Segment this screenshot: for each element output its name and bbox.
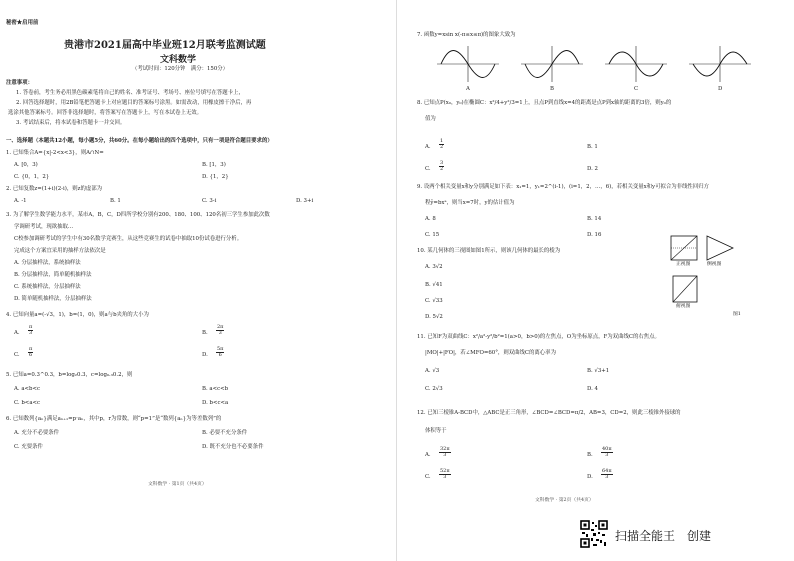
q7-graph-d bbox=[689, 46, 751, 82]
right-footer: 文科数学 · 第2页（共4页） bbox=[535, 498, 594, 503]
exam-subtitle: 文科数学 bbox=[160, 55, 197, 65]
q12-line-2: 体积等于 bbox=[425, 428, 447, 434]
q7-graphs bbox=[437, 44, 767, 90]
q7-graph-a bbox=[437, 46, 499, 82]
exam-info: （考试时间：120分钟 满分：150分） bbox=[132, 66, 229, 72]
q11-line-2: |MO|+|FO|，若∠MFO=60°，则双曲线C的离心率为 bbox=[425, 350, 556, 356]
q5-option-a: A. a<b<c bbox=[14, 386, 41, 392]
q10-stem: 10. 某几何体的三视图如图1所示，则该几何体的最长的棱为 bbox=[417, 248, 561, 254]
q4-option-b: B. bbox=[202, 330, 208, 336]
q4-option-a: A. bbox=[14, 330, 20, 336]
q10-option-c: C. √33 bbox=[425, 298, 443, 304]
q11-option-b: B. √3+1 bbox=[587, 368, 610, 374]
secret-mark: 秘密★启用前 bbox=[6, 20, 39, 26]
left-footer: 文科数学 · 第1页（共4页） bbox=[148, 482, 207, 487]
note-1: 1. 答卷前，考生务必用黑色碳素笔将自己的姓名、准考证号、考场号、座位号填写在答题卡上， bbox=[16, 90, 244, 96]
notes-heading: 注意事项： bbox=[6, 80, 33, 86]
q6-option-b: B. 必要不充分条件 bbox=[202, 430, 248, 436]
q5-option-d: D. b<c<a bbox=[202, 400, 229, 406]
q3-option-d: D. 简单随机抽样法，分层抽样法 bbox=[14, 296, 92, 302]
note-2-cont: 选涂其他答案标号。回答非选择题时，将答案写在答题卡上，写在本试卷上无效。 bbox=[8, 110, 203, 116]
q8-fraction-c: $\frac{3}{2}$ bbox=[440, 160, 444, 172]
q11-stem: 11. 已知F为双曲线C：x²/a²-y²/b²=1(a>0，b>0)的左焦点，O为坐标原点，F为双曲线C的右焦点。 bbox=[417, 334, 660, 340]
q4-option-d: D. bbox=[202, 352, 208, 358]
q6-option-a: A. 充分不必要条件 bbox=[14, 430, 60, 436]
q3-option-a: A. 分层抽样法，系统抽样法 bbox=[14, 260, 81, 266]
q12-option-c: C. bbox=[425, 474, 431, 480]
q6-option-c: C. 充要条件 bbox=[14, 444, 43, 450]
q3-line-2: 学调研考试，现欲抽取... bbox=[14, 224, 74, 230]
q12-fraction-b: $\frac{40\pi}{3}$ bbox=[602, 446, 612, 458]
q1-option-c: C. {0，1，2} bbox=[14, 174, 50, 180]
q9-stem: 9. 设两个相关变量x和y分别满足如下表：x₁=1，y₁=2^(i-1)，(i=1，2，…，6)，若相关变量x和y可拟合为非线性回归方 bbox=[417, 184, 709, 190]
q10-view-top: 俯视图 bbox=[676, 304, 691, 309]
q9-option-d: D. 16 bbox=[587, 232, 602, 238]
q2-option-c: C. 3-i bbox=[202, 198, 217, 204]
q1-option-a: A. [0，3) bbox=[14, 162, 38, 168]
q4-fraction-b: $\frac{2\pi}{3}$ bbox=[217, 324, 224, 336]
q10-option-b: B. √41 bbox=[425, 282, 443, 288]
q7-graph-b bbox=[521, 46, 583, 82]
q8-fraction-a: $\frac{1}{2}$ bbox=[440, 138, 444, 150]
q9-option-c: C. 15 bbox=[425, 232, 440, 238]
q8-stem: 8. 已知点P(x₀，y₀)在椭圆C：x²/4+y²/3=1上，且点P到直线x=4的距离是点P到x轴的距离的3倍，则y₀的 bbox=[417, 100, 672, 106]
q3-stem: 3. 为了解学生数学能力水平，某市A，B，C，D四所学校分别有200、180、100、120名初三学生参加此次数 bbox=[6, 212, 270, 218]
scanner-brand-label: 扫描全能王 创建 bbox=[615, 529, 712, 543]
q3-line-4: 完成这个方案宜采用的抽样方法依次是 bbox=[14, 248, 106, 254]
q5-option-c: C. b<a<c bbox=[14, 400, 41, 406]
q2-stem: 2. 已知复数z=(1+i)(2-i)，则z的虚部为 bbox=[6, 186, 103, 192]
q6-stem: 6. 已知数列{aₙ}满足aₙ₊₁=p·aₙ，其中p，r为常数，则“p=1”是“数列{aₙ}为等差数列”的 bbox=[6, 416, 222, 422]
q4-stem: 4. 已知向量a=(-√3，1)，b=(1，0)，则a与b夹角的大小为 bbox=[6, 312, 149, 318]
q9-option-b: B. 14 bbox=[587, 216, 602, 222]
q9-line-2: 程ŷ=bxᵃ，则当x=7时，y的估计值为 bbox=[425, 200, 515, 206]
q8-option-d: D. 2 bbox=[587, 166, 598, 172]
right-page bbox=[397, 0, 794, 561]
q7-graph-c bbox=[605, 46, 667, 82]
section-1-heading: 一、选择题（本题共12小题，每小题5分，共60分。在每小题给出的四个选项中，只有一项是符合题目要求的） bbox=[6, 138, 273, 144]
q10-view-side: 侧视图 bbox=[707, 262, 722, 267]
q11-option-c: C. 2√3 bbox=[425, 386, 443, 392]
q11-option-d: D. 4 bbox=[587, 386, 598, 392]
q12-option-d: D. bbox=[587, 474, 593, 480]
q5-option-b: B. a<c<b bbox=[202, 386, 229, 392]
q12-option-b: B. bbox=[587, 452, 593, 458]
note-2: 2. 回答选择题时，用2B铅笔把答题卡上对应题目的答案标号涂黑。如需改动，用橡皮擦干净后，再 bbox=[16, 100, 252, 106]
q4-fraction-d: $\frac{5\pi}{6}$ bbox=[217, 346, 224, 358]
q10-option-a: A. 3√2 bbox=[425, 264, 443, 270]
q8-option-b: B. 1 bbox=[587, 144, 598, 150]
q8-option-a: A. bbox=[425, 144, 431, 150]
q6-option-d: D. 既不充分也不必要条件 bbox=[202, 444, 264, 450]
q1-stem: 1. 已知集合A={x|-2<x<3}，则A∩N= bbox=[6, 150, 104, 156]
q4-option-c: C. bbox=[14, 352, 20, 358]
q12-fraction-a: $\frac{32\pi}{3}$ bbox=[440, 446, 450, 458]
q8-option-c: C. bbox=[425, 166, 431, 172]
q7-label-b: B bbox=[550, 86, 554, 92]
q4-fraction-a: $\frac{\pi}{3}$ bbox=[29, 324, 33, 336]
q12-fraction-d: $\frac{64\pi}{3}$ bbox=[602, 468, 612, 480]
q9-option-a: A. 8 bbox=[425, 216, 436, 222]
q10-option-d: D. 5√2 bbox=[425, 314, 443, 320]
q11-option-a: A. √3 bbox=[425, 368, 440, 374]
q8-line-2: 值为 bbox=[425, 116, 436, 122]
q10-view-front: 正视图 bbox=[676, 262, 691, 267]
q1-option-d: D. {1，2} bbox=[202, 174, 229, 180]
q3-option-c: C. 系统抽样法，分层抽样法 bbox=[14, 284, 81, 290]
q7-label-a: A bbox=[466, 86, 470, 92]
note-3: 3. 考试结束后，将本试卷和答题卡一并交回。 bbox=[16, 120, 126, 126]
q7-label-c: C bbox=[634, 86, 639, 92]
exam-title: 贵港市2021届高中毕业班12月联考监测试题 bbox=[64, 40, 266, 51]
q12-option-a: A. bbox=[425, 452, 431, 458]
q5-stem: 5. 已知a=0.3^0.3，b=log₂0.3，c=log₀.₃0.2，则 bbox=[6, 372, 133, 378]
q3-line-3: C校参加调研考试的学生中有30名数学竞赛生，从这些竞赛生的试卷中抽取10份试卷进行分析。 bbox=[14, 236, 243, 242]
q3-option-b: B. 分层抽样法，简单随机抽样法 bbox=[14, 272, 92, 278]
q10-figure-label: 图1 bbox=[733, 312, 741, 317]
q4-fraction-c: $\frac{\pi}{6}$ bbox=[29, 346, 33, 358]
q1-option-b: B. [1，3) bbox=[202, 162, 226, 168]
qr-code-icon bbox=[580, 520, 608, 548]
q12-stem: 12. 已知三棱锥A-BCD中，△ABC是正三角形，∠BCD=∠BCD=π/2，AB=3，CD=2，则此三棱锥外接球的 bbox=[417, 410, 681, 416]
q2-option-d: D. 3+i bbox=[296, 198, 314, 204]
q2-option-b: B. 1 bbox=[110, 198, 121, 204]
q2-option-a: A. -1 bbox=[14, 198, 27, 204]
q12-fraction-c: $\frac{52\pi}{3}$ bbox=[440, 468, 450, 480]
q7-label-d: D bbox=[718, 86, 723, 92]
q7-stem: 7. 函数y=xsin x(-π≤x≤π)的图象大致为 bbox=[417, 32, 516, 38]
q10-three-views bbox=[667, 234, 747, 314]
